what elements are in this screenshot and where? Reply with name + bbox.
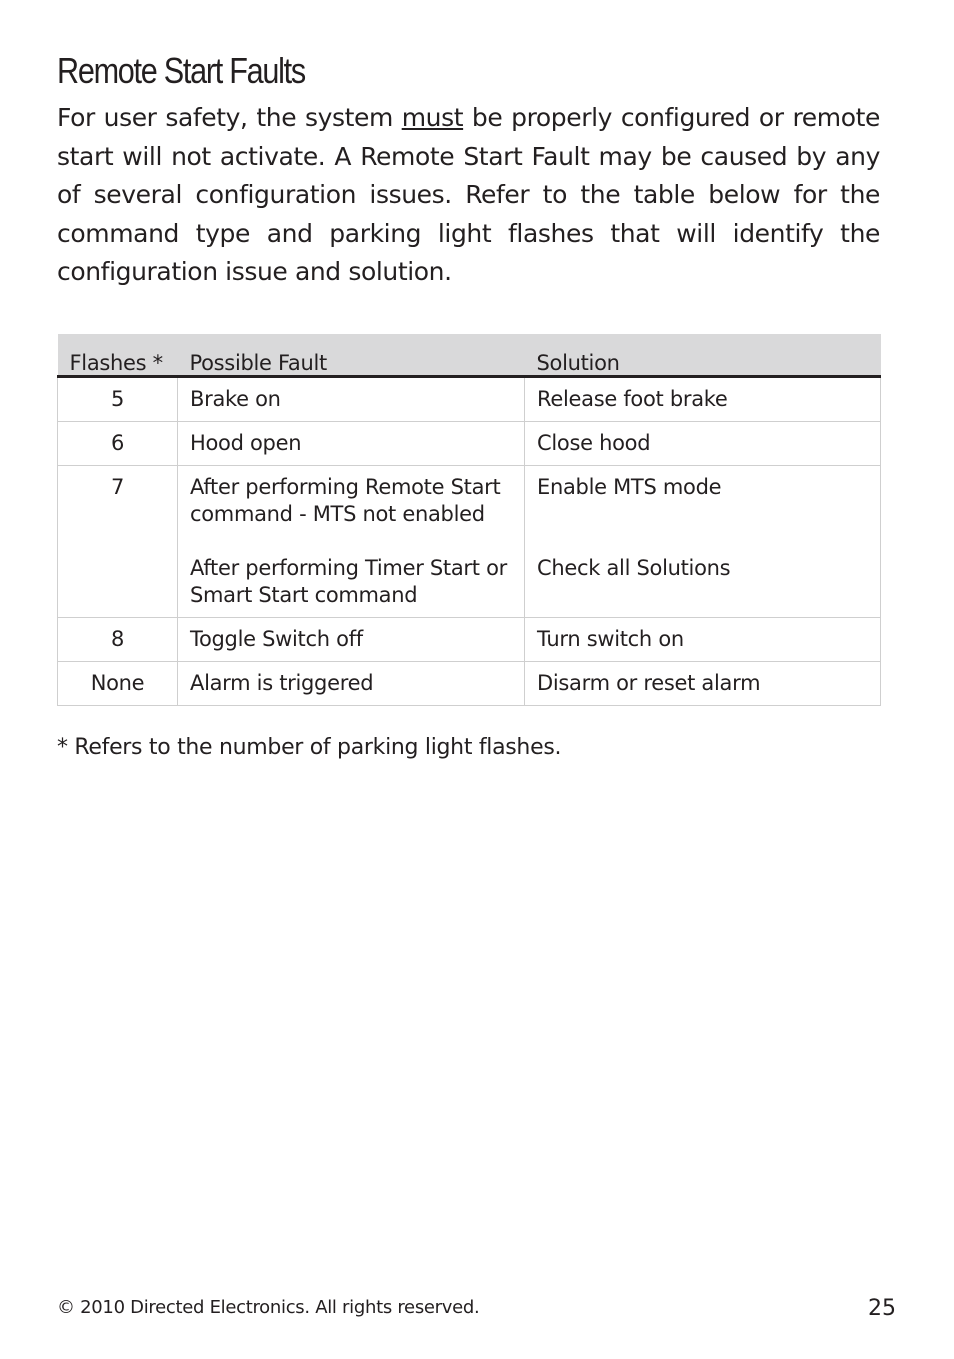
table-row xyxy=(58,421,881,465)
fault-cell: Toggle Switch off xyxy=(178,617,525,661)
solution-cell xyxy=(525,465,881,617)
solution-cell: Turn switch on xyxy=(525,617,881,661)
intro-text-before: For user safety, the system xyxy=(57,103,402,132)
solution-cell: Close hood xyxy=(525,421,881,465)
intro-paragraph xyxy=(57,99,880,292)
solution-timer-start: Check all Solutions xyxy=(537,555,731,580)
fault-cell: Brake on xyxy=(178,376,525,421)
fault-remote-start: After performing Remote Start command - MTS not enabled xyxy=(190,474,501,526)
header-flashes: Flashes * xyxy=(58,334,178,376)
fault-timer-start: After performing Timer Start or Smart Start command xyxy=(190,555,507,607)
footnote: * Refers to the number of parking light flashes. xyxy=(57,735,562,760)
intro-emphasis: must xyxy=(401,103,464,132)
table-row xyxy=(58,661,881,705)
intro-text-after: be properly configured or remote start will not activate. A Remote Start Fault may be caused by any of several configuration issues. Refer to the table below for the command type and parking light flashes that will identify the configuration issue and solution. xyxy=(57,103,880,286)
copyright: © 2010 Directed Electronics. All rights reserved. xyxy=(57,1297,480,1318)
flashes-cell: 8 xyxy=(58,617,178,661)
header-possible-fault: Possible Fault xyxy=(178,334,525,376)
fault-cell: Alarm is triggered xyxy=(178,661,525,705)
flashes-cell: 7 xyxy=(58,465,178,617)
table-row xyxy=(58,617,881,661)
solution-cell: Disarm or reset alarm xyxy=(525,661,881,705)
faults-table xyxy=(57,334,881,706)
fault-cell: Hood open xyxy=(178,421,525,465)
table-row xyxy=(58,465,881,617)
flashes-cell: None xyxy=(58,661,178,705)
solution-remote-start: Enable MTS mode xyxy=(537,474,722,499)
page-title: Remote Start Faults xyxy=(57,50,305,91)
solution-cell: Release foot brake xyxy=(525,376,881,421)
header-solution: Solution xyxy=(525,334,881,376)
table-header-row xyxy=(58,334,881,376)
flashes-cell: 6 xyxy=(58,421,178,465)
page-number: 25 xyxy=(868,1296,896,1321)
table-row xyxy=(58,376,881,421)
fault-cell xyxy=(178,465,525,617)
flashes-cell: 5 xyxy=(58,376,178,421)
